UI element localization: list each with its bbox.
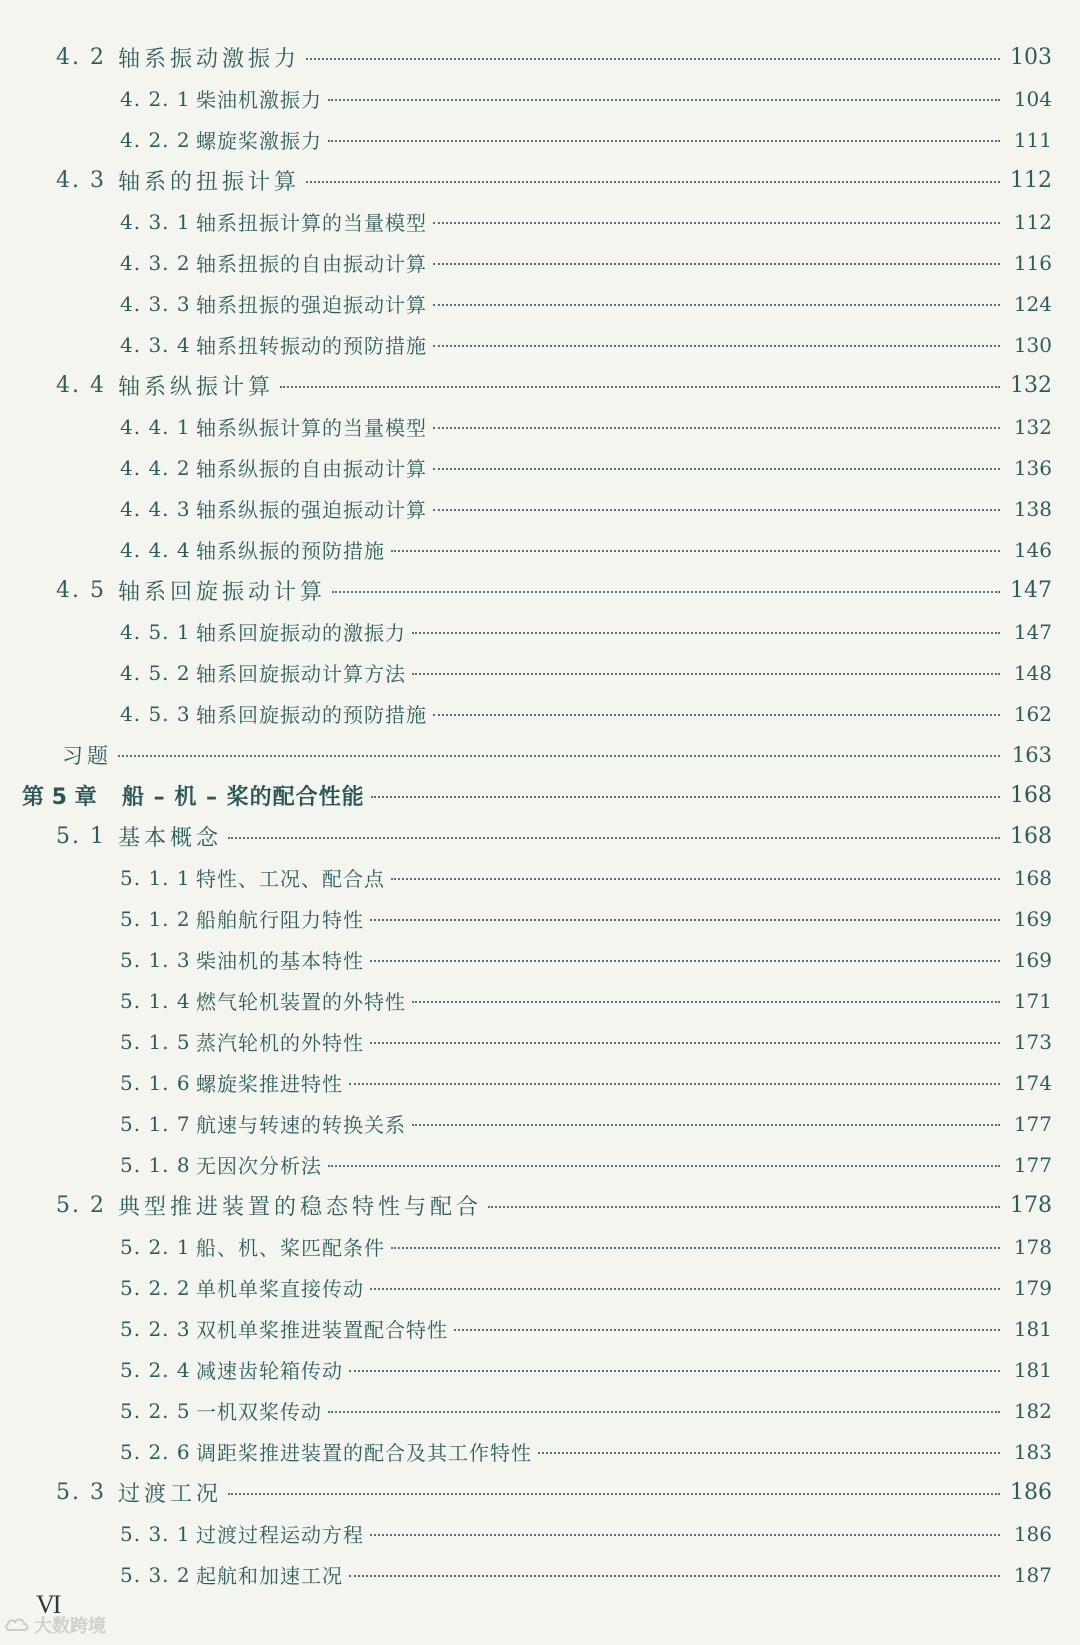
toc-entry-page: 112 [1013, 209, 1052, 234]
dot-leader [328, 1165, 1000, 1167]
toc-entry-page: 147 [1010, 578, 1052, 603]
toc-entry-number: 4. 2 [56, 45, 106, 70]
table-of-contents [0, 37, 1080, 1595]
toc-entry-title: 双机单桨推进装置配合特性 [196, 1318, 448, 1342]
toc-entry-title: 船 – 机 – 桨的配合性能 [122, 785, 365, 810]
dot-leader [370, 1042, 1000, 1044]
toc-entry-title: 船舶航行阻力特性 [196, 908, 364, 932]
toc-entry-number: 5. 2. 1 [120, 1234, 191, 1259]
dot-leader [349, 1370, 1000, 1372]
toc-entry-title: 轴系振动激振力 [118, 47, 301, 72]
toc-entry-page: 163 [1011, 742, 1052, 767]
dot-leader [349, 1575, 1000, 1577]
toc-entry-number: 4. 4. 4 [120, 537, 191, 562]
toc-entry-number: 4. 5 [56, 578, 106, 603]
toc-entry-title: 过渡工况 [118, 1482, 223, 1507]
toc-entry-title: 无因次分析法 [196, 1154, 322, 1178]
dot-leader [370, 960, 1000, 962]
toc-entry-number: 4. 5. 1 [120, 619, 191, 644]
dot-leader [433, 304, 1000, 306]
toc-entry-page: 111 [1013, 127, 1052, 152]
toc-entry-title: 调距桨推进装置的配合及其工作特性 [196, 1441, 532, 1465]
toc-entry-sub [0, 119, 1080, 160]
toc-entry-section [0, 1185, 1080, 1226]
toc-entry-section [0, 37, 1080, 78]
toc-entry-page: 112 [1010, 168, 1052, 193]
toc-entry-sub [0, 1267, 1080, 1308]
toc-entry-ex [0, 734, 1080, 775]
toc-entry-sub [0, 78, 1080, 119]
toc-entry-page: 124 [1013, 291, 1052, 316]
toc-entry-page: 182 [1013, 1398, 1052, 1423]
toc-entry-number: 5. 2. 5 [120, 1398, 191, 1423]
toc-entry-title: 轴系扭转振动的预防措施 [196, 334, 427, 358]
toc-entry-number: 5. 3. 2 [120, 1562, 191, 1587]
dot-leader [370, 1288, 1000, 1290]
toc-entry-number: 5. 1. 7 [120, 1111, 191, 1136]
watermark [4, 1612, 106, 1638]
toc-entry-number: 4. 5. 2 [120, 660, 191, 685]
toc-entry-number: 5. 1. 2 [120, 906, 191, 931]
toc-entry-title: 轴系纵振的预防措施 [196, 539, 385, 563]
toc-entry-number: 5. 1. 3 [120, 947, 191, 972]
toc-entry-sub [0, 1103, 1080, 1144]
toc-entry-section [0, 365, 1080, 406]
toc-entry-sub [0, 611, 1080, 652]
toc-entry-sub [0, 488, 1080, 529]
toc-entry-title: 轴系扭振计算的当量模型 [196, 211, 427, 235]
toc-entry-page: 132 [1013, 414, 1052, 439]
toc-entry-number: 4. 4. 2 [120, 455, 191, 480]
toc-entry-title: 过渡过程运动方程 [196, 1523, 364, 1547]
dot-leader [228, 837, 1000, 839]
toc-entry-page: 146 [1013, 537, 1052, 562]
toc-entry-page: 148 [1013, 660, 1052, 685]
dot-leader [391, 1247, 1000, 1249]
toc-entry-page: 179 [1013, 1275, 1052, 1300]
toc-entry-number: 4. 3. 1 [120, 209, 191, 234]
toc-entry-sub [0, 1390, 1080, 1431]
toc-entry-sub [0, 1513, 1080, 1554]
toc-entry-number: 4. 4 [56, 373, 106, 398]
dot-leader [454, 1329, 1000, 1331]
toc-entry-title: 基本概念 [118, 826, 223, 851]
toc-entry-page: 181 [1013, 1357, 1052, 1382]
toc-entry-sub [0, 1021, 1080, 1062]
toc-entry-sub [0, 898, 1080, 939]
toc-entry-title: 轴系纵振计算 [118, 375, 275, 400]
dot-leader [371, 796, 1000, 798]
toc-entry-sub [0, 324, 1080, 365]
toc-entry-sub [0, 1226, 1080, 1267]
toc-entry-title: 单机单桨直接传动 [196, 1277, 364, 1301]
toc-entry-title: 柴油机激振力 [196, 88, 322, 112]
toc-entry-number: 5. 2 [56, 1193, 106, 1218]
toc-entry-title: 柴油机的基本特性 [196, 949, 364, 973]
toc-entry-number: 4. 5. 3 [120, 701, 191, 726]
toc-entry-page: 178 [1013, 1234, 1052, 1259]
toc-entry-sub [0, 857, 1080, 898]
toc-entry-page: 186 [1013, 1521, 1052, 1546]
toc-entry-sub [0, 201, 1080, 242]
toc-entry-title: 轴系扭振的自由振动计算 [196, 252, 427, 276]
toc-entry-page: 186 [1010, 1480, 1052, 1505]
toc-entry-number: 4. 4. 3 [120, 496, 191, 521]
toc-entry-page: 177 [1013, 1152, 1052, 1177]
toc-entry-sub [0, 447, 1080, 488]
dot-leader [370, 1534, 1000, 1536]
toc-entry-number: 5. 2. 6 [120, 1439, 191, 1464]
toc-entry-title: 减速齿轮箱传动 [196, 1359, 343, 1383]
dot-leader [306, 181, 1000, 183]
toc-entry-number: 5. 1. 1 [120, 865, 191, 890]
toc-entry-number: 4. 4. 1 [120, 414, 191, 439]
toc-entry-section [0, 816, 1080, 857]
toc-entry-number: 4. 3 [56, 168, 106, 193]
toc-entry-page: 181 [1013, 1316, 1052, 1341]
toc-entry-title: 轴系回旋振动计算 [118, 580, 327, 605]
dot-leader [280, 386, 1000, 388]
toc-entry-number: 5. 2. 2 [120, 1275, 191, 1300]
toc-entry-sub [0, 1431, 1080, 1472]
dot-leader [391, 878, 1000, 880]
toc-entry-page: 178 [1010, 1193, 1052, 1218]
page-number: VI [36, 1590, 60, 1619]
toc-entry-title: 轴系纵振的自由振动计算 [196, 457, 427, 481]
toc-entry-title: 螺旋桨推进特性 [196, 1072, 343, 1096]
toc-entry-number: 5. 3 [56, 1480, 106, 1505]
toc-entry-title: 轴系扭振的强迫振动计算 [196, 293, 427, 317]
toc-entry-page: 173 [1013, 1029, 1052, 1054]
toc-entry-sub [0, 939, 1080, 980]
toc-entry-sub [0, 1349, 1080, 1390]
cloud-logo-icon [4, 1614, 30, 1636]
toc-entry-sub [0, 980, 1080, 1021]
toc-entry-sub [0, 693, 1080, 734]
toc-entry-title: 特性、工况、配合点 [196, 867, 385, 891]
toc-entry-section [0, 1472, 1080, 1513]
toc-entry-sub [0, 1308, 1080, 1349]
toc-entry-page: 174 [1013, 1070, 1052, 1095]
toc-entry-page: 116 [1013, 250, 1052, 275]
toc-entry-title: 燃气轮机装置的外特性 [196, 990, 406, 1014]
toc-entry-page: 104 [1013, 86, 1052, 111]
toc-entry-sub [0, 1062, 1080, 1103]
dot-leader [391, 550, 1000, 552]
toc-entry-page: 138 [1013, 496, 1052, 521]
toc-entry-number: 5. 1. 4 [120, 988, 191, 1013]
dot-leader [332, 591, 1000, 593]
dot-leader [412, 1001, 1000, 1003]
dot-leader [538, 1452, 1000, 1454]
toc-entry-title: 轴系的扭振计算 [118, 170, 301, 195]
toc-entry-title: 航速与转速的转换关系 [196, 1113, 406, 1137]
toc-entry-sub [0, 283, 1080, 324]
toc-entry-sub [0, 406, 1080, 447]
toc-entry-number: 5. 2. 3 [120, 1316, 191, 1341]
toc-entry-page: 103 [1010, 45, 1052, 70]
toc-entry-number: 4. 2. 2 [120, 127, 191, 152]
toc-entry-title: 习题 [62, 743, 112, 768]
dot-leader [488, 1206, 1000, 1208]
dot-leader [118, 755, 1000, 757]
dot-leader [228, 1493, 1000, 1495]
dot-leader [433, 222, 1000, 224]
toc-entry-number: 4. 3. 2 [120, 250, 191, 275]
toc-entry-title: 螺旋桨激振力 [196, 129, 322, 153]
toc-entry-page: 187 [1013, 1562, 1052, 1587]
toc-entry-chapter [0, 775, 1080, 816]
toc-entry-title: 轴系回旋振动的预防措施 [196, 703, 427, 727]
dot-leader [433, 427, 1000, 429]
toc-entry-title: 轴系回旋振动的激振力 [196, 621, 406, 645]
toc-entry-title: 轴系纵振计算的当量模型 [196, 416, 427, 440]
toc-entry-page: 169 [1013, 906, 1052, 931]
toc-entry-number: 第 5 章 [22, 785, 97, 810]
dot-leader [433, 345, 1000, 347]
dot-leader [328, 1411, 1000, 1413]
dot-leader [412, 1124, 1000, 1126]
toc-entry-page: 130 [1013, 332, 1052, 357]
toc-entry-number: 5. 1. 5 [120, 1029, 191, 1054]
toc-entry-page: 147 [1013, 619, 1052, 644]
dot-leader [433, 509, 1000, 511]
dot-leader [433, 714, 1000, 716]
toc-entry-number: 5. 1. 8 [120, 1152, 191, 1177]
toc-entry-number: 4. 2. 1 [120, 86, 191, 111]
toc-entry-title: 起航和加速工况 [196, 1564, 343, 1588]
toc-entry-section [0, 160, 1080, 201]
toc-entry-page: 168 [1010, 783, 1052, 808]
toc-entry-page: 177 [1013, 1111, 1052, 1136]
toc-entry-sub [0, 242, 1080, 283]
dot-leader [328, 99, 1000, 101]
toc-entry-title: 蒸汽轮机的外特性 [196, 1031, 364, 1055]
toc-entry-title: 一机双桨传动 [196, 1400, 322, 1424]
toc-entry-title: 轴系回旋振动计算方法 [196, 662, 406, 686]
toc-entry-title: 船、机、桨匹配条件 [196, 1236, 385, 1260]
toc-entry-page: 169 [1013, 947, 1052, 972]
toc-entry-sub [0, 652, 1080, 693]
toc-entry-number: 5. 1. 6 [120, 1070, 191, 1095]
dot-leader [433, 468, 1000, 470]
watermark-text: 大数跨境 [34, 1616, 106, 1637]
toc-entry-page: 132 [1010, 373, 1052, 398]
toc-entry-number: 4. 3. 3 [120, 291, 191, 316]
toc-entry-title: 典型推进装置的稳态特性与配合 [118, 1195, 483, 1220]
toc-entry-page: 136 [1013, 455, 1052, 480]
toc-entry-number: 5. 3. 1 [120, 1521, 191, 1546]
toc-entry-page: 162 [1013, 701, 1052, 726]
toc-entry-number: 5. 1 [56, 824, 106, 849]
dot-leader [328, 140, 1000, 142]
toc-entry-number: 5. 2. 4 [120, 1357, 191, 1382]
dot-leader [433, 263, 1000, 265]
dot-leader [349, 1083, 1000, 1085]
dot-leader [412, 632, 1000, 634]
dot-leader [412, 673, 1000, 675]
toc-entry-sub [0, 1554, 1080, 1595]
toc-entry-section [0, 570, 1080, 611]
toc-entry-page: 168 [1013, 865, 1052, 890]
toc-entry-sub [0, 529, 1080, 570]
toc-entry-sub [0, 1144, 1080, 1185]
toc-entry-page: 171 [1013, 988, 1052, 1013]
toc-entry-number: 4. 3. 4 [120, 332, 191, 357]
dot-leader [370, 919, 1000, 921]
toc-entry-page: 168 [1010, 824, 1052, 849]
toc-entry-page: 183 [1013, 1439, 1052, 1464]
dot-leader [306, 58, 1000, 60]
toc-entry-title: 轴系纵振的强迫振动计算 [196, 498, 427, 522]
